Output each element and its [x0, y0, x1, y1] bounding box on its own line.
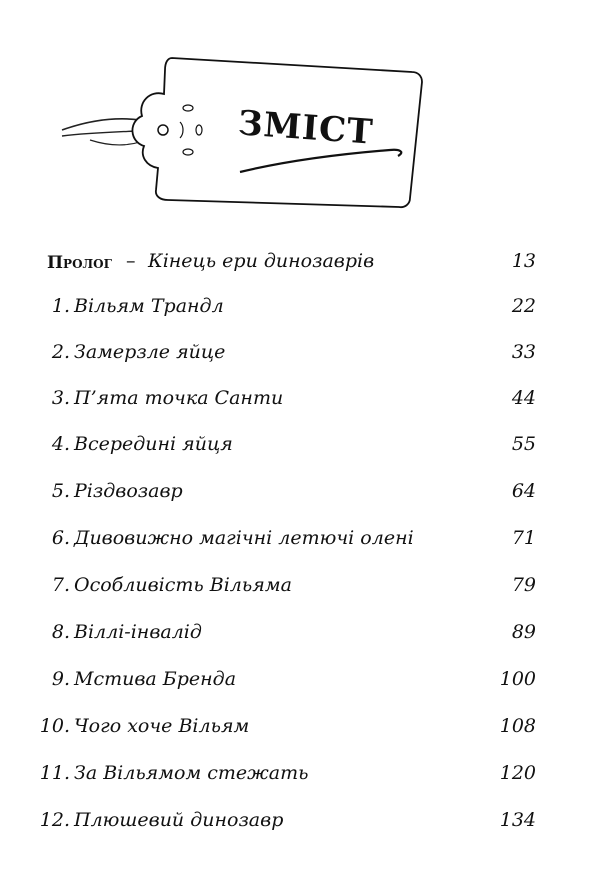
chapter-title: Віллі-інвалід [74, 621, 202, 643]
toc-row [0, 574, 600, 604]
chapter-title: Всередині яйця [74, 433, 233, 455]
toc-row [0, 341, 600, 371]
chapter-number: 10. [39, 715, 70, 737]
chapter-title: Вільям Трандл [74, 295, 224, 317]
chapter-number: 4. [51, 433, 70, 455]
chapter-number: 6. [51, 527, 70, 549]
page-number: 89 [511, 621, 536, 643]
toc-row [0, 715, 600, 745]
chapter-title: Плюшевий динозавр [74, 809, 284, 831]
chapter-number: 9. [51, 668, 70, 690]
toc-row [0, 387, 600, 417]
chapter-number: 1. [51, 295, 70, 317]
chapter-title: Мстива Бренда [74, 668, 237, 690]
tag-eyelet [158, 125, 168, 135]
chapter-number: 7. [51, 574, 70, 596]
toc-row [0, 295, 600, 325]
toc-row-prologue [0, 248, 600, 278]
page-number: 71 [511, 527, 536, 549]
prologue-label: Пролог [47, 253, 112, 273]
page-number: 55 [511, 433, 536, 455]
page-title: ЗМІСТ [236, 103, 375, 153]
page-number: 22 [511, 295, 536, 317]
chapter-title: Дивовижно магічні летючі олені [74, 527, 414, 549]
chapter-title: За Вільямом стежать [74, 762, 309, 784]
toc-row [0, 433, 600, 463]
page-number: 120 [499, 762, 536, 784]
chapter-title: Різдвозавр [74, 480, 183, 502]
chapter-number: 5. [51, 480, 70, 502]
contents-tag [60, 50, 440, 220]
chapter-number: 8. [51, 621, 70, 643]
page-number: 13 [511, 250, 536, 272]
chapter-number: 11. [39, 762, 70, 784]
page-number: 134 [499, 809, 536, 831]
chapter-title: П’ята точка Санти [74, 387, 284, 409]
toc-row [0, 668, 600, 698]
prologue-title: Кінець ери динозаврів [148, 250, 375, 272]
chapter-number: 3. [51, 387, 70, 409]
toc-row [0, 480, 600, 510]
page-number: 44 [511, 387, 536, 409]
chapter-number: 12. [39, 809, 70, 831]
page-number: 33 [511, 341, 536, 363]
page-number: 108 [499, 715, 536, 737]
chapter-number: 2. [51, 341, 70, 363]
chapter-title: Замерзле яйце [74, 341, 226, 363]
toc-row [0, 809, 600, 839]
prologue-dash: – [126, 250, 136, 272]
page-number: 79 [511, 574, 536, 596]
chapter-title: Чого хоче Вільям [74, 715, 250, 737]
toc-row [0, 621, 600, 651]
page-number: 64 [511, 480, 536, 502]
page-number: 100 [499, 668, 536, 690]
toc-row [0, 527, 600, 557]
toc-row [0, 762, 600, 792]
chapter-title: Особливість Вільяма [74, 574, 292, 596]
